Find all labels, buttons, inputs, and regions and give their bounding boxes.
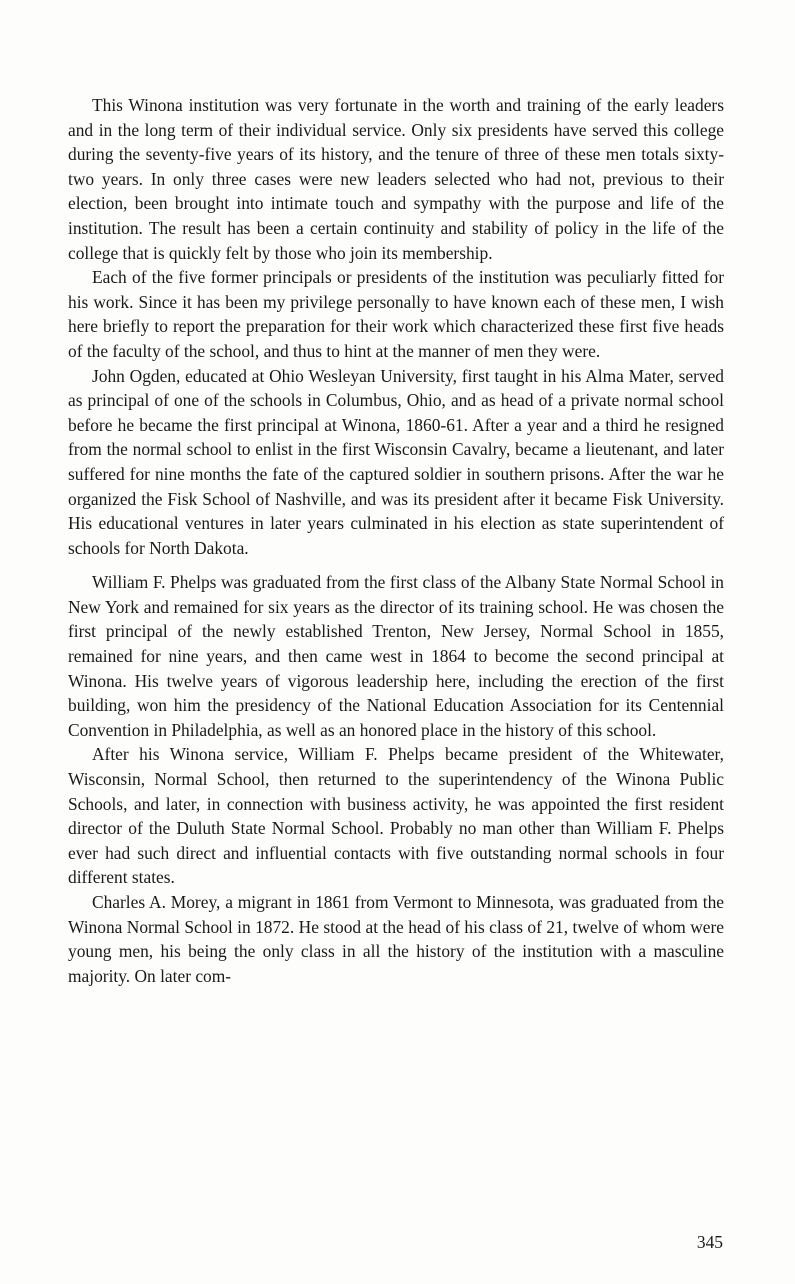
paragraph-4: William F. Phelps was graduated from the first class of the Albany State Normal School in New York and remained for six years as the director of its training school. He was chosen the first principal of the newly established Trenton, New Jersey, Normal School in 1855, remained for nine years, and then came west in 1864 to become the second principal at Winona. His twelve years of vigorous leadership here, including the erection of the first building, won him the presidency of the National Education Association for its Centennial Convention in Philadelphia, as well as an honored place in the history of this school. bbox=[68, 572, 724, 740]
body-text bbox=[68, 93, 724, 988]
paragraph-6: Charles A. Morey, a migrant in 1861 from Vermont to Minnesota, was graduated from the Winona Normal School in 1872. He stood at the head of his class of 21, twelve of whom were young men, his being the only class in all the history of the institution with a masculine majority. On later com- bbox=[68, 892, 724, 986]
paragraph-2: Each of the five former principals or presidents of the institution was peculiarly fitted for his work. Since it has been my privilege personally to have known each of these men, I wish here briefly to report the preparation for their work which characterized these first five heads of the faculty of the school, and thus to hint at the manner of men they were. bbox=[68, 267, 724, 361]
paragraph-1: This Winona institution was very fortunate in the worth and training of the early leaders and in the long term of their individual service. Only six presidents have served this college during the seventy-five years of its history, and the tenure of three of these men totals sixty-two years. In only three cases were new leaders selected who had not, previous to their election, been brought into intimate touch and sympathy with the purpose and life of the institution. The result has been a certain continuity and stability of policy in the life of the college that is quickly felt by those who join its membership. bbox=[68, 95, 724, 263]
page-number: 345 bbox=[696, 1232, 723, 1252]
paragraph-3: John Ogden, educated at Ohio Wesleyan University, first taught in his Alma Mater, served as principal of one of the schools in Columbus, Ohio, and as head of a private normal school before he became the first principal at Winona, 1860-61. After a year and a third he resigned from the normal school to enlist in the first Wisconsin Cavalry, became a lieutenant, and later suffered for nine months the fate of the captured soldier in southern prisons. After the war he organized the Fisk School of Nashville, and was its president after it became Fisk University. His educational ventures in later years culminated in his election as state superintendent of schools for North Dakota. bbox=[68, 365, 724, 558]
paragraph-5: After his Winona service, William F. Phelps became president of the Whitewater, Wisconsin, Normal School, then returned to the superintendency of the Winona Public Schools, and later, in connection with business activity, he was appointed the first resident director of the Duluth State Normal School. Probably no man other than William F. Phelps ever had such direct and influential contacts with five outstanding normal schools in four different states. bbox=[68, 744, 724, 888]
